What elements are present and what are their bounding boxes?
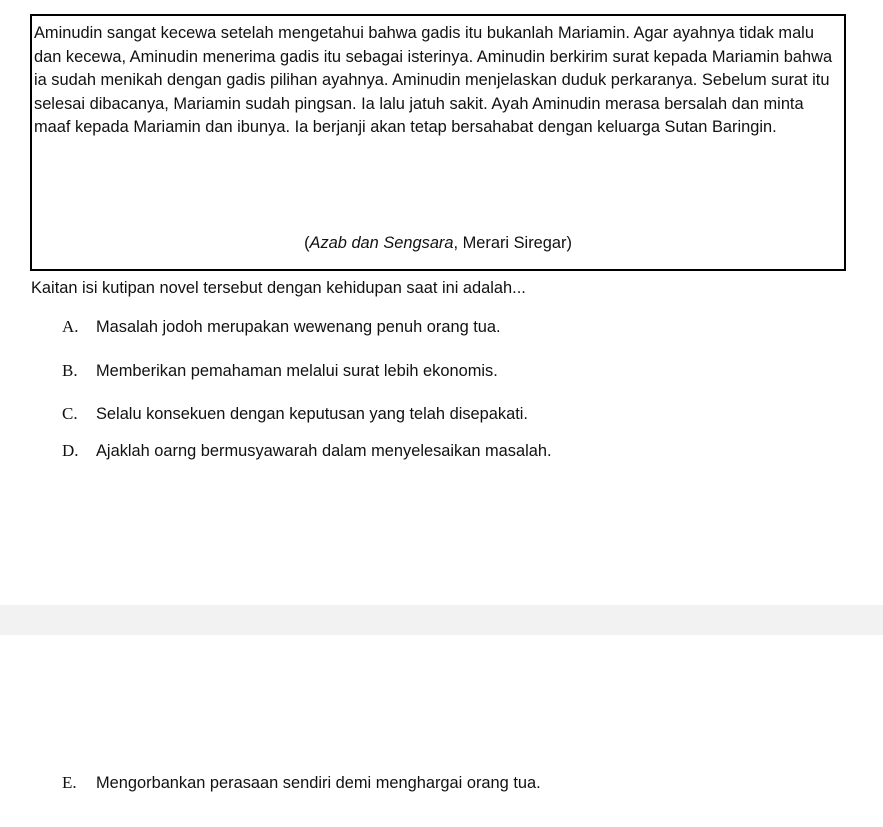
option-a-text: Masalah jodoh merupakan wewenang penuh orang tua.	[96, 318, 501, 336]
page-break-divider	[0, 605, 883, 635]
option-d-letter: D.	[62, 441, 79, 460]
option-c-letter: C.	[62, 404, 78, 423]
option-d[interactable]	[62, 440, 552, 462]
excerpt-text: Aminudin sangat kecewa setelah mengetahui bahwa gadis itu bukanlah Mariamin. Agar ayahnya tidak malu dan kecewa, Aminudin menerima gadis itu sebagai isterinya. Aminudin berkirim surat kepada Mariamin bahwa ia sudah menikah dengan gadis pilihan ayahnya. Aminudin menjelaskan duduk perkaranya. Sebelum surat itu selesai dibacanya, Mariamin sudah pingsan. Ia lalu jatuh sakit. Ayah Aminudin merasa bersalah dan minta maaf kepada Mariamin dan ibunya. Ia berjanji akan tetap bersahabat dengan keluarga Sutan Baringin.	[34, 24, 833, 137]
excerpt-citation	[32, 232, 844, 254]
question-text: Kaitan isi kutipan novel tersebut dengan kehidupan saat ini adalah...	[31, 279, 526, 297]
option-e[interactable]	[62, 772, 541, 794]
option-b-text: Memberikan pemahaman melalui surat lebih ekonomis.	[96, 362, 498, 380]
option-b-letter: B.	[62, 361, 78, 380]
citation-title: Azab dan Sengsara	[309, 234, 454, 252]
option-c-text: Selalu konsekuen dengan keputusan yang telah disepakati.	[96, 405, 528, 423]
novel-excerpt-box	[30, 14, 846, 271]
option-e-text: Mengorbankan perasaan sendiri demi menghargai orang tua.	[96, 774, 541, 792]
citation-author: , Merari Siregar)	[453, 234, 572, 252]
option-e-letter: E.	[62, 773, 77, 792]
option-a-letter: A.	[62, 317, 79, 336]
option-a[interactable]	[62, 316, 501, 338]
option-b[interactable]	[62, 360, 498, 382]
option-d-text: Ajaklah oarng bermusyawarah dalam menyelesaikan masalah.	[96, 442, 552, 460]
citation-open: (	[304, 234, 310, 252]
option-c[interactable]	[62, 403, 528, 425]
